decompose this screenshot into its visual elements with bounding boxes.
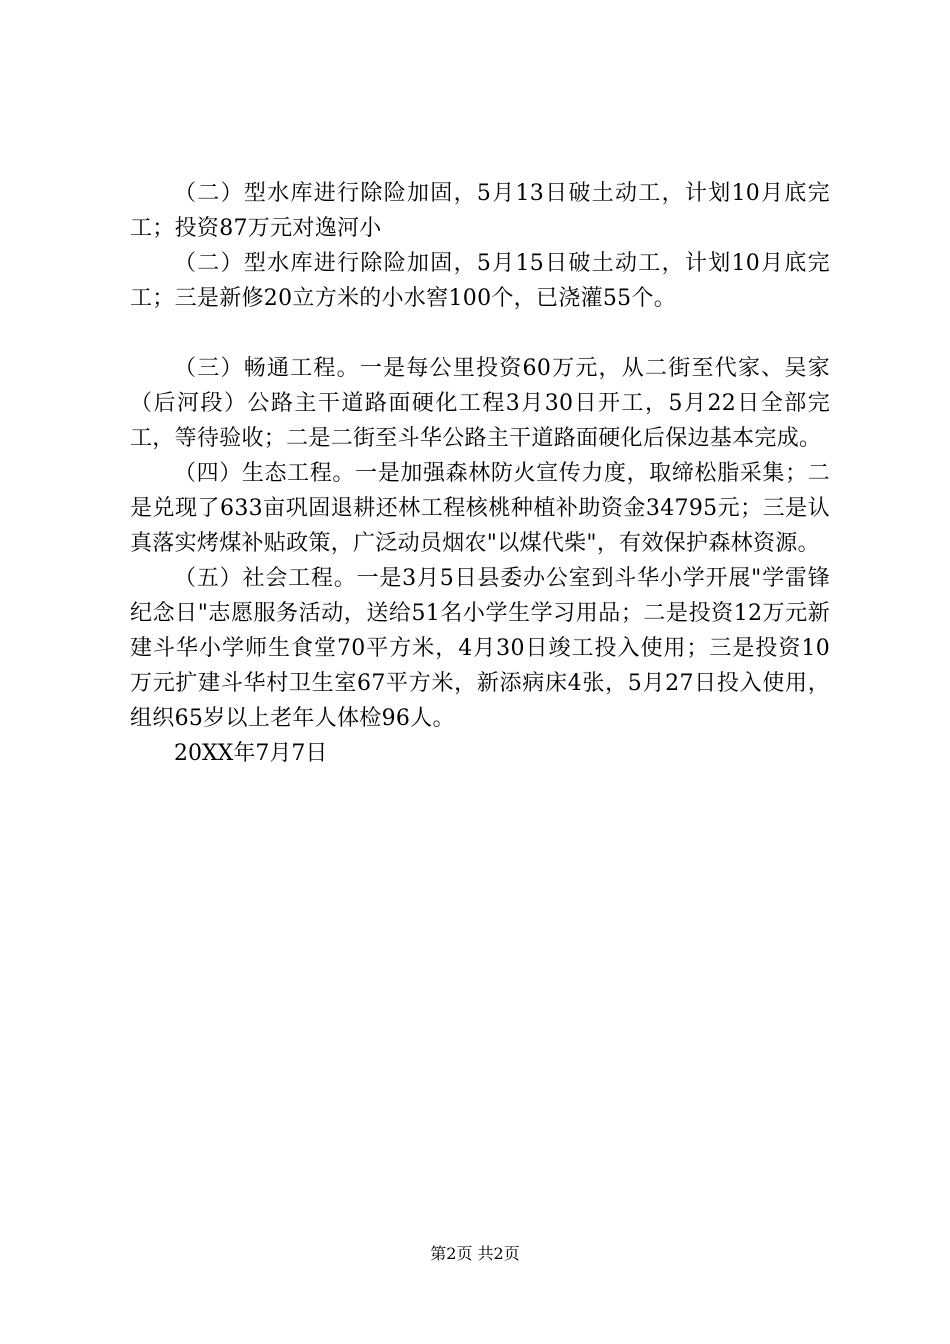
paragraph-social-project: （五）社会工程。一是3月5日县委办公室到斗华小学开展"学雷锋纪念日"志愿服务活动，送给51名小学生学习用品；二是投资12万元新建斗华小学师生食堂70平方米，4月30日竣工投入使用；三是投资10万元扩建斗华村卫生室67平方米，新添病床4张，5月27日投入使用，组织65岁以上老年人体检96人。 bbox=[130, 566, 830, 731]
paragraph-ecology-project: （四）生态工程。一是加强森林防火宣传力度，取缔松脂采集；二是兑现了633亩巩固退耕还林工程核桃种植补助资金34795元；三是认真落实烤煤补贴政策，广泛动员烟农"以煤代柴"，有效保护森林资源。 bbox=[130, 461, 830, 556]
page-footer: 第2页 共2页 bbox=[430, 1244, 520, 1263]
paragraph-road-project: （三）畅通工程。一是每公里投资60万元，从二街至代家、吴家（后河段）公路主干道路面硬化工程3月30日开工，5月22日全部完工，等待验收；二是二街至斗华公路主干道路面硬化后保边基本完成。 bbox=[130, 356, 830, 451]
document-body bbox=[130, 176, 830, 771]
document-date: 20XX年7月7日 bbox=[174, 741, 328, 766]
paragraph-reservoir-2: （二）型水库进行除险加固，5月15日破土动工，计划10月底完工；三是新修20立方米的小水窖100个，已浇灌55个。 bbox=[130, 251, 830, 311]
paragraph-reservoir-1: （二）型水库进行除险加固，5月13日破土动工，计划10月底完工；投资87万元对逸河小 bbox=[130, 181, 830, 241]
